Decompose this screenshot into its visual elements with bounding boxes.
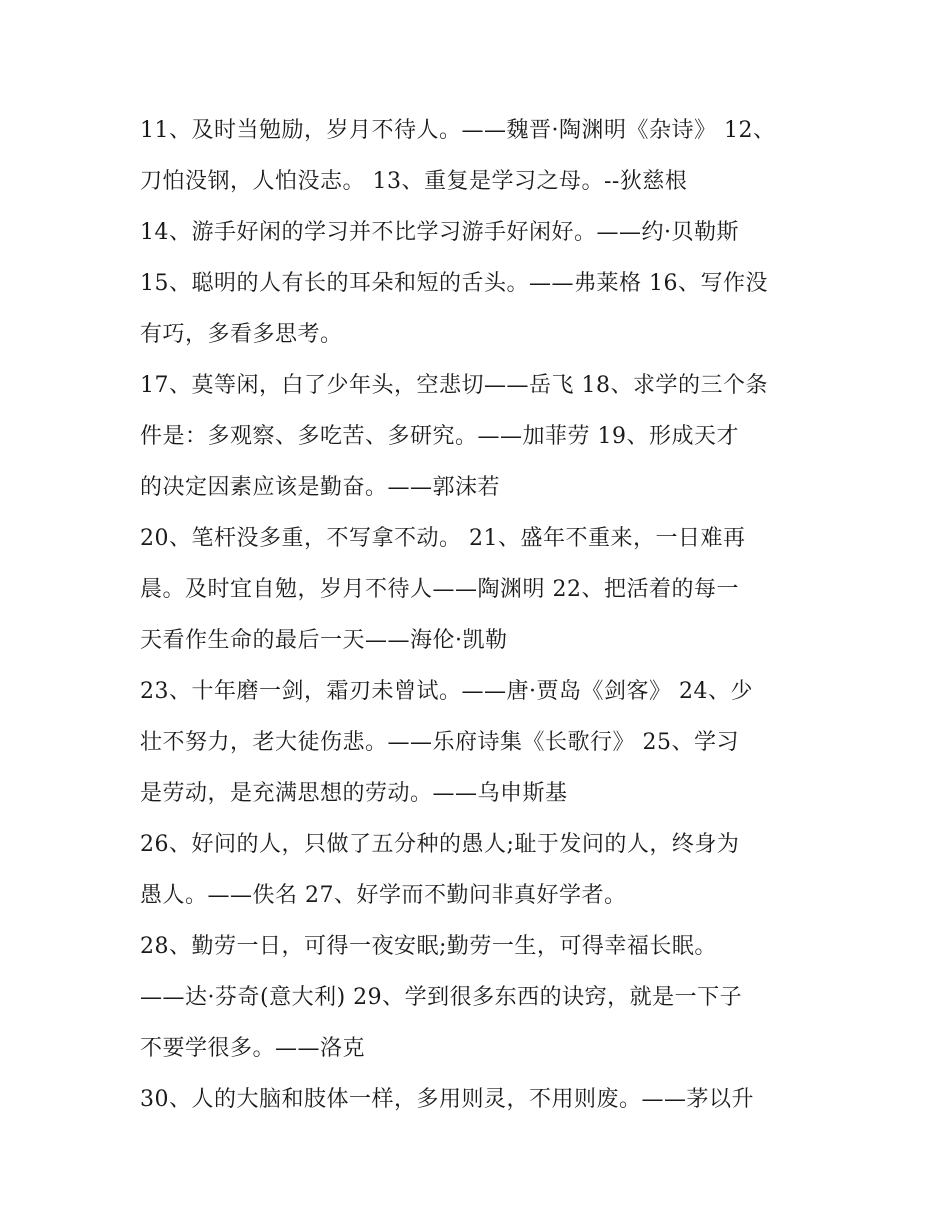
text-line: 23、十年磨一剑，霜刃未曾试。——唐·贾岛《剑客》 24、少 <box>140 679 753 704</box>
text-line: 14、游手好闲的学习并不比学习游手好闲好。——约·贝勒斯 <box>140 220 739 245</box>
text-line: 不要学很多。——洛克 <box>140 1036 366 1061</box>
text-line: 的决定因素应该是勤奋。——郭沫若 <box>140 475 501 500</box>
text-line: 28、勤劳一日，可得一夜安眠;勤劳一生，可得幸福长眠。 <box>140 934 717 959</box>
text-line: 26、好问的人，只做了五分种的愚人;耻于发问的人，终身为 <box>140 832 740 857</box>
text-line: 壮不努力，老大徒伤悲。——乐府诗集《长歌行》 25、学习 <box>140 730 739 755</box>
text-line: 晨。及时宜自勉，岁月不待人——陶渊明 22、把活着的每一 <box>140 577 739 602</box>
text-line: 15、聪明的人有长的耳朵和短的舌头。——弗莱格 16、写作没 <box>140 271 768 296</box>
text-line: 11、及时当勉励，岁月不待人。——魏晋·陶渊明《杂诗》 12、 <box>140 118 776 143</box>
quote-text-block <box>140 105 820 1125</box>
text-line: 天看作生命的最后一天——海伦·凯勒 <box>140 628 508 653</box>
text-line: 是劳动，是充满思想的劳动。——乌申斯基 <box>140 781 568 806</box>
text-line: 愚人。——佚名 27、好学而不勤问非真好学者。 <box>140 883 627 908</box>
text-line: 刀怕没钢，人怕没志。 13、重复是学习之母。--狄慈根 <box>140 169 688 194</box>
text-line: 17、莫等闲，白了少年头，空悲切——岳飞 18、求学的三个条 <box>140 373 768 398</box>
text-line: 30、人的大脑和肢体一样，多用则灵，不用则废。——茅以升 <box>140 1087 754 1112</box>
text-line: 有巧，多看多思考。 <box>140 322 343 347</box>
text-line: 件是：多观察、多吃苦、多研究。——加菲劳 19、形成天才 <box>140 424 739 449</box>
text-line: ——达·芬奇(意大利) 29、学到很多东西的诀窍，就是一下子 <box>140 985 743 1010</box>
text-line: 20、笔杆没多重，不写拿不动。 21、盛年不重来，一日难再 <box>140 526 746 551</box>
